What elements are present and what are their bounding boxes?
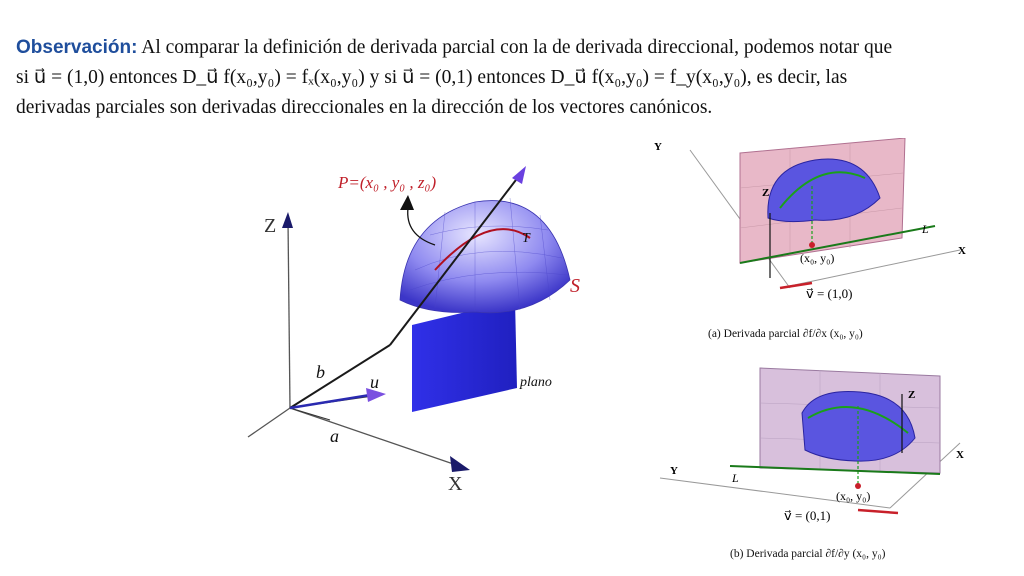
line-l-label: L [732, 471, 739, 485]
z-axis-label: Z [264, 215, 277, 237]
surface-dome [400, 201, 570, 313]
point-label: P=(x₀ , y₀ , z₀) [338, 173, 437, 192]
z-axis-label: Z [908, 389, 916, 401]
plane-label: plano [520, 375, 552, 390]
main-figure-svg [230, 150, 650, 500]
z-axis-label: Z [762, 187, 770, 199]
figure-b [640, 358, 980, 538]
figure-b-svg [640, 358, 980, 538]
x-axis-label: X [956, 449, 964, 461]
y-axis [248, 408, 290, 437]
v-vector [858, 510, 898, 513]
y-axis-label: Y [670, 465, 678, 477]
point-label: (x₀, y₀) [800, 251, 835, 265]
z-axis [288, 220, 290, 408]
point-marker [809, 242, 815, 248]
line-l-label: L [922, 222, 929, 236]
b-label: b [316, 362, 325, 382]
point-label: (x₀, y₀) [836, 489, 871, 503]
vector-label: v⃗ = (0,1) [784, 508, 831, 523]
pointer-arrow-icon [400, 195, 414, 210]
caption-a: (a) Derivada parcial ∂f/∂x (x₀, y₀) [708, 328, 863, 340]
main-figure [230, 150, 650, 500]
u-label: u [370, 372, 379, 392]
caption-b: (b) Derivada parcial ∂f/∂y (x₀, y₀) [730, 548, 886, 560]
a-label: a [330, 426, 339, 446]
a-line [290, 408, 330, 420]
figure-a-svg [640, 138, 980, 313]
z-arrow-icon [282, 212, 293, 228]
paragraph-line-3: derivadas parciales son derivadas direccionales en la dirección de los vectores canónicos. [16, 97, 713, 118]
line1-text: Al comparar la definición de derivada parcial con la de derivada direccional, podemos notar que [137, 37, 893, 58]
vector-label: v⃗ = (1,0) [806, 286, 853, 301]
x-axis-label: X [448, 473, 463, 495]
x-axis-label: X [958, 245, 966, 257]
x-arrow-icon [450, 456, 470, 472]
x-axis [290, 408, 465, 468]
observation-paragraph [16, 33, 1006, 123]
surface-label: S [570, 275, 580, 297]
tangent-label: T [522, 231, 530, 246]
y-axis-label: Y [654, 141, 662, 153]
paragraph-line-2: si u⃗ = (1,0) entonces D_u⃗ f(x₀,y₀) = fₓ(x₀,y₀) y si u⃗ = (0,1) entonces D_u⃗ f(x₀,y₀) = f_y(x₀,y₀), es decir, las [16, 67, 848, 88]
observation-label: Observación: [16, 37, 138, 58]
figure-a [640, 138, 980, 313]
paragraph-line-1 [16, 33, 1006, 63]
vertical-plane [412, 300, 517, 412]
